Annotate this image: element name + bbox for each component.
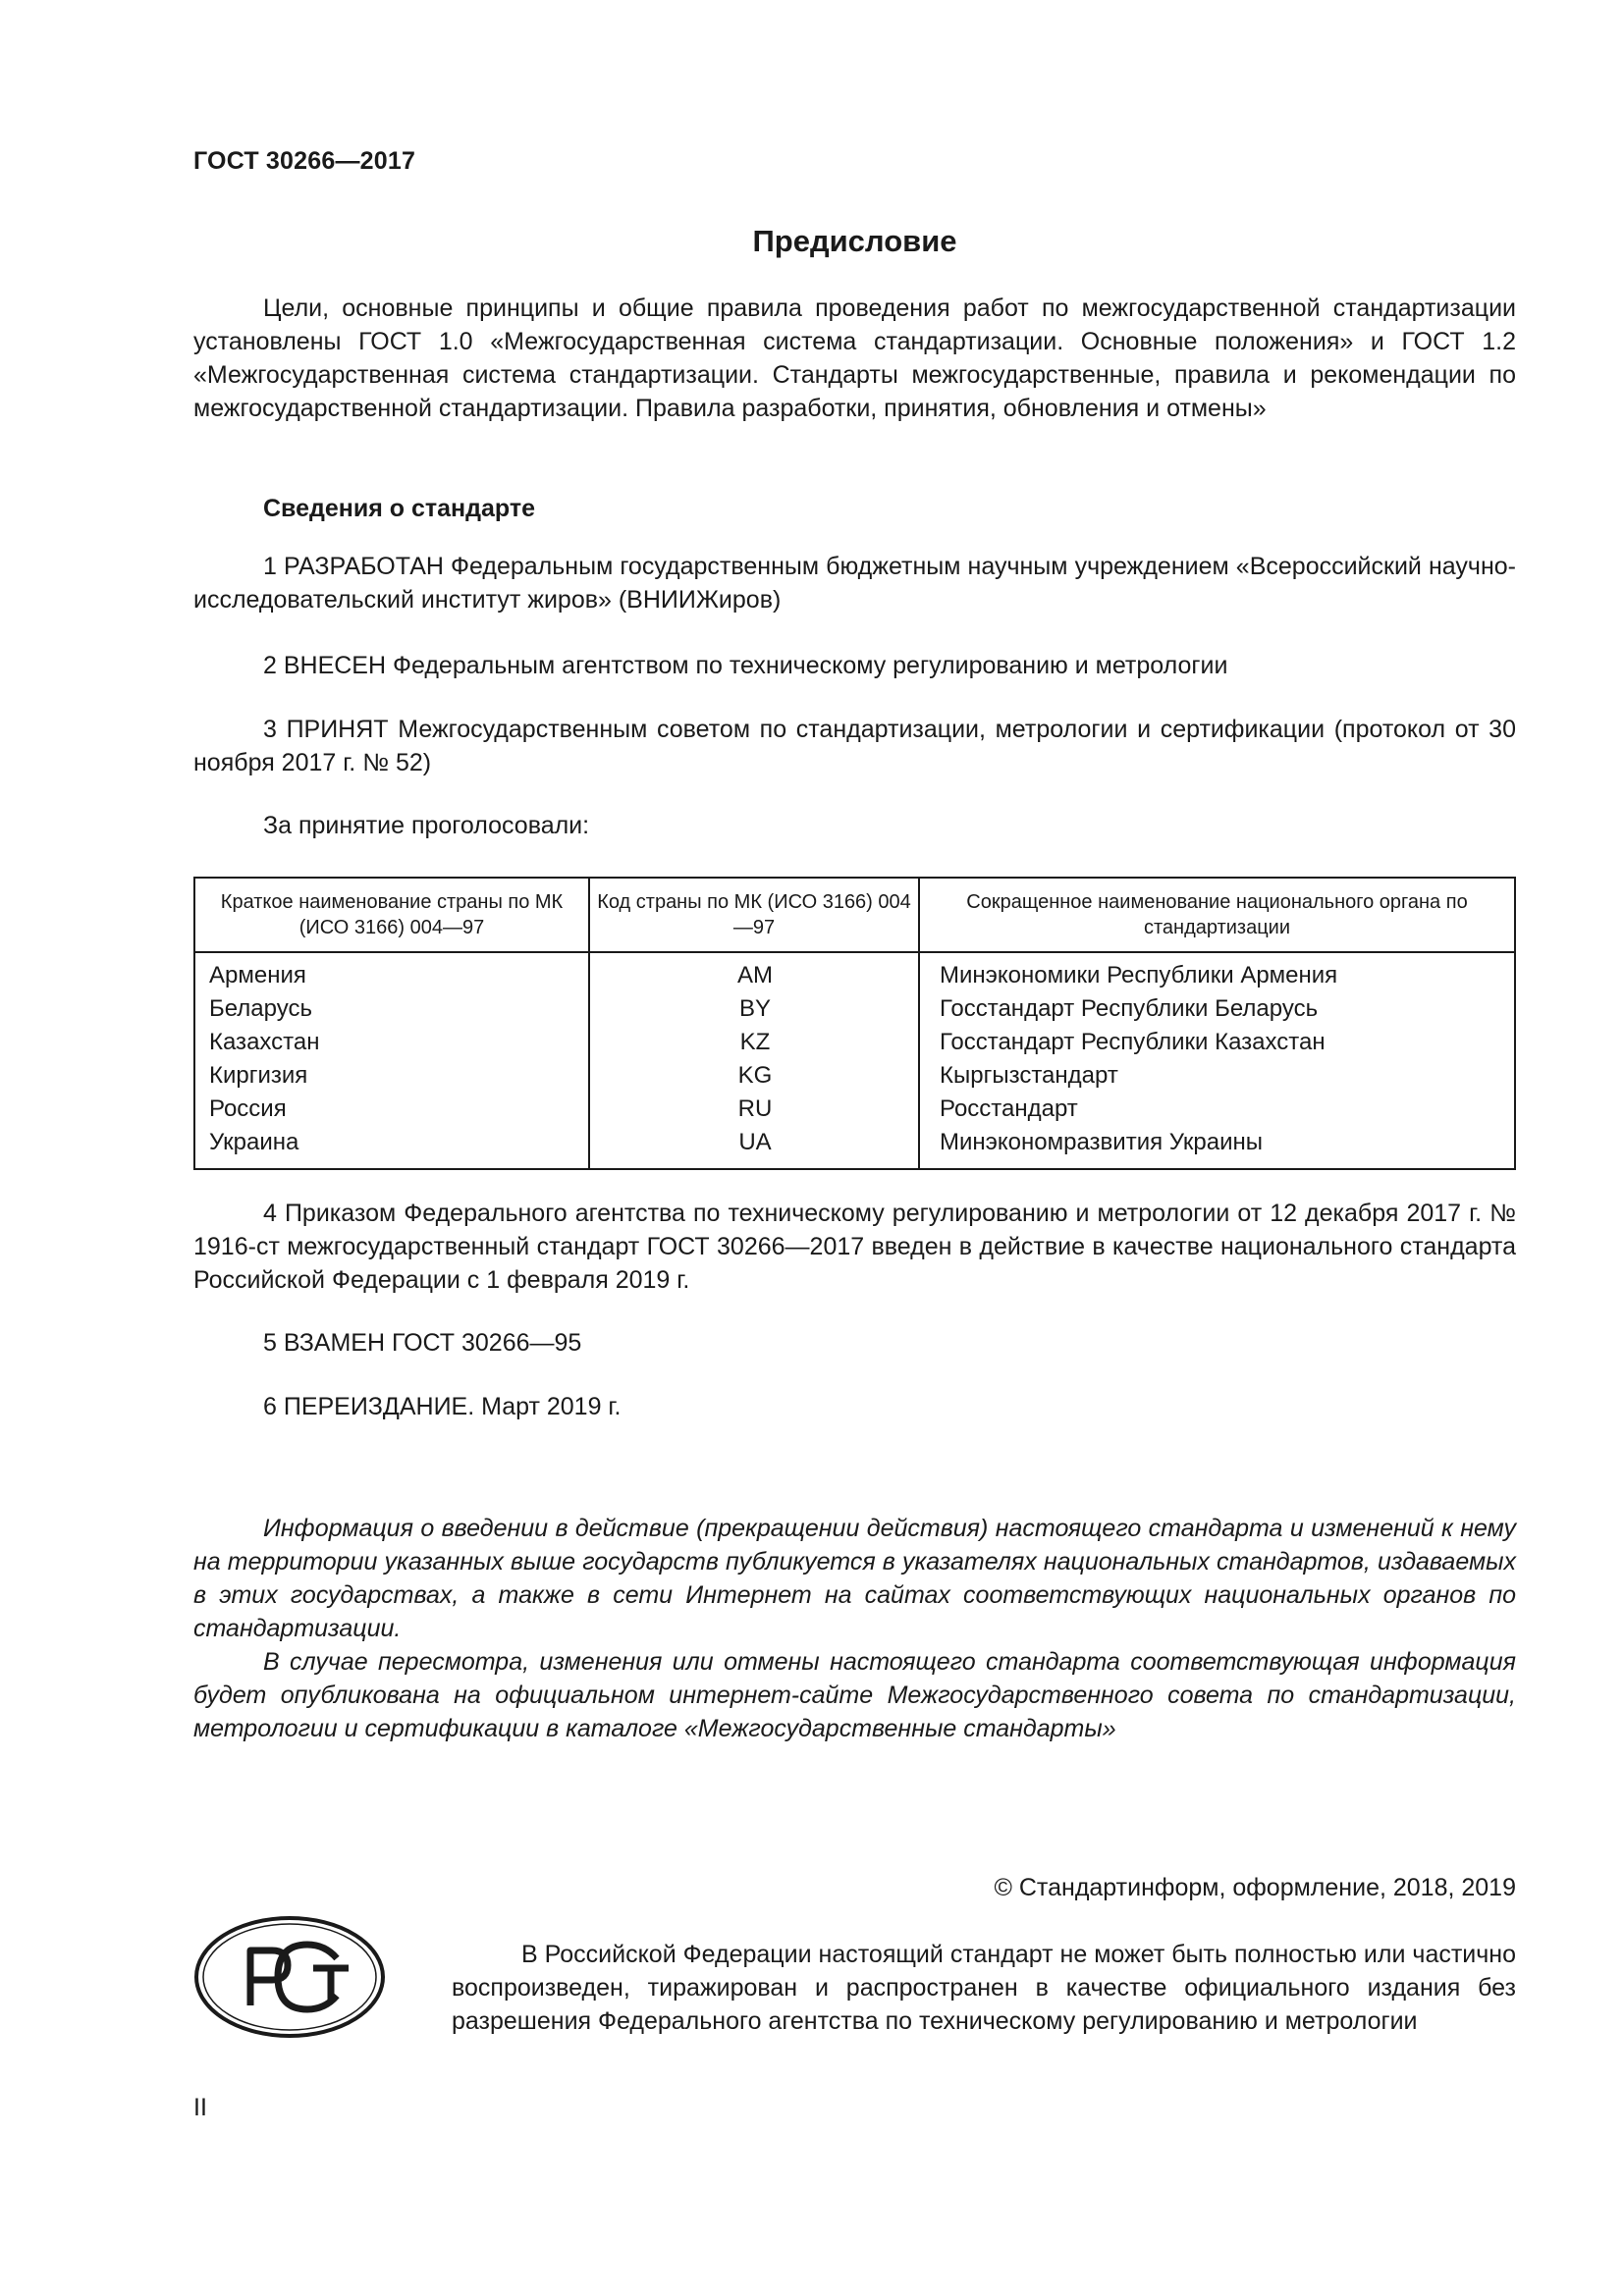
intro-section: [193, 292, 1516, 425]
header-national-body: [920, 879, 1514, 951]
info-item-1: [193, 550, 1516, 616]
item-4-text: 4 Приказом Федерального агентства по техническому регулированию и метрологии от 12 декабря 2017 г. № 1916-ст межгосударственный стандарт ГОСТ 30266—2017 введен в действие в качестве национального стандарта Российской Федерации с 1 февраля 2019 г.: [193, 1200, 1516, 1294]
country-name: Армения: [209, 962, 306, 988]
national-body: Госстандарт Республики Беларусь: [940, 995, 1319, 1022]
info-item-3: [193, 713, 1516, 779]
header-country-name-text: Краткое наименование страны по МК (ИСО 3166) 004—97: [220, 891, 564, 938]
country-code: BY: [738, 995, 771, 1022]
table-body: [195, 959, 1514, 1159]
country-code: UA: [738, 1129, 772, 1155]
rst-logo-graphic: [193, 1915, 387, 2039]
document-page: [193, 0, 1516, 2296]
table-row: [195, 1026, 1514, 1059]
item-1-text: 1 РАЗРАБОТАН Федеральным государственным бюджетным научным учреждением «Всероссийский научно-исследовательский институт жиров» (ВНИИЖиров): [193, 553, 1516, 614]
country-name: Киргизия: [209, 1062, 308, 1089]
table-row: [195, 992, 1514, 1026]
rst-logo-icon: [193, 1915, 387, 2039]
country-name: Россия: [209, 1095, 287, 1122]
publication-info-paragraph-1: Информация о введении в действие (прекращении действия) настоящего стандарта и изменений к нему на территории указанных выше государств публикуется в указателях национальных стандартов, издаваемых в этих государствах, а также в сети Интернет на сайтах соответствующих национальных органов по стандартизации.: [193, 1515, 1516, 1642]
header-national-body-text: Сокращенное наименование национального органа по стандартизации: [966, 891, 1468, 938]
info-item-4: [193, 1197, 1516, 1297]
national-body: Госстандарт Республики Казахстан: [940, 1029, 1326, 1055]
national-body: Минэкономики Республики Армения: [940, 962, 1338, 988]
country-name: Казахстан: [209, 1029, 320, 1055]
page-number: II: [193, 2094, 207, 2121]
country-name: Беларусь: [209, 995, 312, 1022]
country-code: RU: [737, 1095, 773, 1122]
voting-table: [193, 877, 1516, 1170]
country-name: Украина: [209, 1129, 299, 1155]
page-title: Предисловие: [752, 224, 957, 258]
voted-caption: За принятие проголосовали:: [263, 812, 590, 839]
country-code: KG: [737, 1062, 773, 1089]
header-country-code-text: Код страны по МК (ИСО 3166) 004—97: [597, 891, 911, 938]
info-item-5: 5 ВЗАМЕН ГОСТ 30266—95: [263, 1329, 582, 1357]
item-3-text: 3 ПРИНЯТ Межгосударственным советом по стандартизации, метрологии и сертификации (протокол от 30 ноября 2017 г. № 52): [193, 716, 1516, 776]
item-2-text: 2 ВНЕСЕН Федеральным агентством по техническому регулированию и метрологии: [263, 652, 1228, 679]
publication-info: [193, 1512, 1516, 1745]
info-item-6: 6 ПЕРЕИЗДАНИЕ. Март 2019 г.: [263, 1393, 622, 1420]
table-header: [195, 879, 1514, 953]
rights-paragraph: В Российской Федерации настоящий стандарт не может быть полностью или частично воспроизведен, тиражирован и распространен в качестве официального издания без разрешения Федерального агентства по техническому регулированию и метрологии: [452, 1941, 1516, 2035]
table-row: [195, 1093, 1514, 1126]
national-body: Минэкономразвития Украины: [940, 1129, 1264, 1155]
national-body: Росстандарт: [940, 1095, 1078, 1122]
rights-notice: [452, 1938, 1516, 2038]
copyright-notice: © Стандартинформ, оформление, 2018, 2019: [994, 1874, 1516, 1901]
intro-paragraph: Цели, основные принципы и общие правила проведения работ по межгосударственной стандартизации установлены ГОСТ 1.0 «Межгосударственная система стандартизации. Основные положения» и ГОСТ 1.2 «Межгосударственная система стандартизации. Стандарты межгосударственные, правила и рекомендации по межгосударственной стандартизации. Правила разработки, принятия, обновления и отмены»: [193, 294, 1516, 422]
table-row: [195, 1059, 1514, 1093]
national-body: Кыргызстандарт: [940, 1062, 1118, 1089]
header-country-code: [590, 879, 918, 951]
section-heading: Сведения о стандарте: [263, 495, 536, 522]
country-code: KZ: [739, 1029, 771, 1055]
header-country-name: [195, 879, 588, 951]
table-row: [195, 1126, 1514, 1159]
document-code: ГОСТ 30266—2017: [193, 147, 416, 175]
table-row: [195, 959, 1514, 992]
country-code: AM: [737, 962, 773, 988]
info-item-2: [193, 649, 1516, 682]
publication-info-paragraph-2: В случае пересмотра, изменения или отмены настоящего стандарта соответствующая информация будет опубликована на официальном интернет-сайте Межгосударственного совета по стандартизации, метрологии и сертификации в каталоге «Межгосударственные стандарты»: [193, 1648, 1516, 1742]
